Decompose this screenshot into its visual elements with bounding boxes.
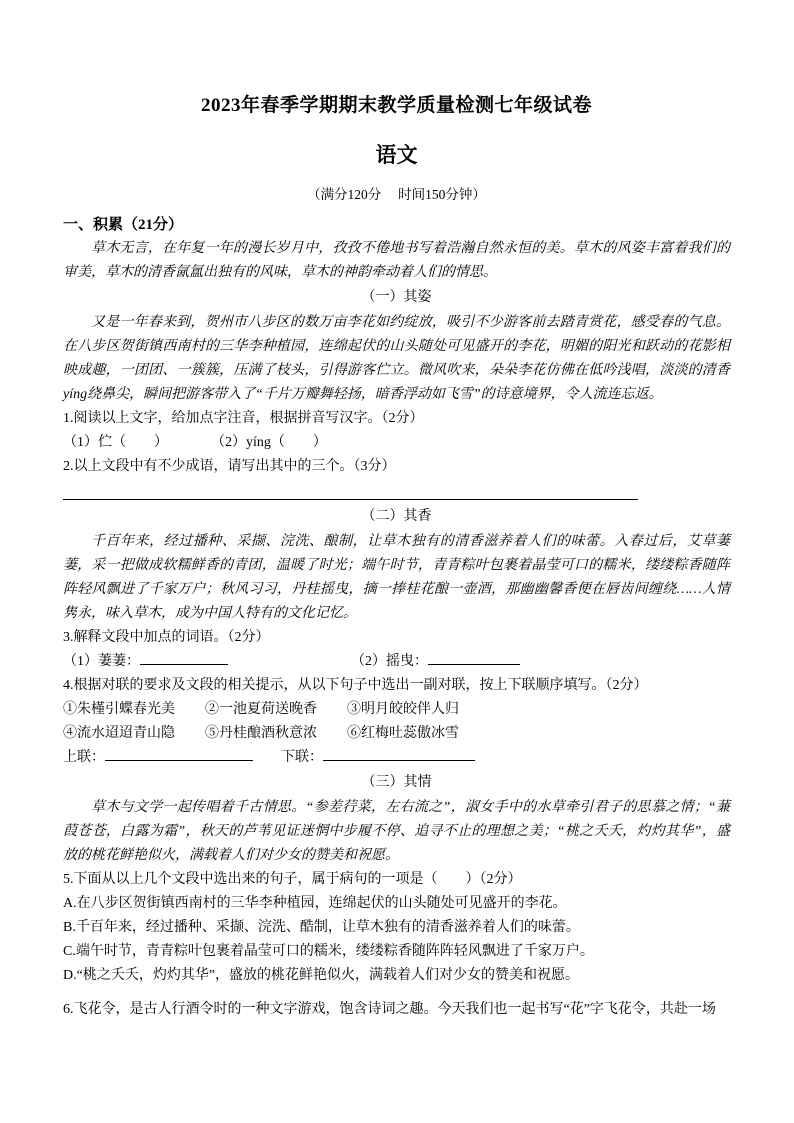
question-4-options-row-2 xyxy=(63,722,730,746)
question-5-option-b: B.千百年来，经过播种、采撷、浣洗、酷制，让草木独有的清香滋养着人们的味蕾。 xyxy=(63,920,580,935)
question-3-item-2 xyxy=(351,654,520,669)
question-5: 5.下面从以上几个文段中选出来的句子，属于病句的一项是（ ）（2分） xyxy=(63,872,522,887)
section-heading-accumulation: 一、积累（21分） xyxy=(63,217,184,233)
question-1: 1.阅读以上文字，给加点字注音，根据拼音写汉字。（2分） xyxy=(63,411,424,426)
question-3-item-1-label: （1）萋萋： xyxy=(63,654,140,669)
question-4-options-row-1 xyxy=(63,698,730,722)
question-2: 2.以上文段中有不少成语，请写出其中的三个。（3分） xyxy=(63,459,396,474)
passage-qizi: 又是一年春来到，贺州市八步区的数万亩李花如约绽放，吸引不少游客前去踏青赏花，感受春的气息。在八步区贺街镇西南村的三华李种植园，连绵起伏的山头随处可见盛开的李花，明媚的阳光和跃动的花影相映成趣，一团团、一簇簇，压满了枝头，引得游客伫立。微风吹来，朵朵李花仿佛在低吟浅唱，淡淡的清香yíng绕鼻尖，瞬间把游客带入了“千片万瓣舞轻扬，暗香浮动如飞雪”的诗意境界，令人流连忘返。 xyxy=(63,315,730,402)
question-1-item-2: （2）yíng（ ） xyxy=(211,435,327,450)
question-4: 4.根据对联的要求及文段的相关提示，从以下句子中选出一副对联，按上下联顺序填写。（2分） xyxy=(63,678,648,693)
question-5-option-c: C.端午时节，青青粽叶包裹着晶莹可口的糯米，缕缕粽香随阵阵轻风飘进了千家万户。 xyxy=(63,944,594,959)
question-1-items xyxy=(63,431,730,455)
question-3-item-1 xyxy=(63,650,351,674)
question-3-item-2-label: （2）摇曳： xyxy=(351,654,428,669)
question-6: 6.飞花令，是古人行酒令时的一种文字游戏，饱含诗词之趣。今天我们也一起书写“花”字飞花令，共赴一场 xyxy=(63,1002,716,1017)
passage-qiqing: 草木与文学一起传唱着千古情思。“参差荇菜，左右流之”，淑女手中的水草牵引君子的思慕之情；“蒹葭苍苍，白露为霜”，秋天的芦苇见证迷惘中步履不停、追寻不止的理想之美；“桃之夭夭，灼灼其华”，盛放的桃花鲜艳似火，满载着人们对少女的赞美和祝愿。 xyxy=(63,800,730,863)
question-3: 3.解释文段中加点的词语。（2分） xyxy=(63,630,270,645)
passage-qixiang: 千百年来，经过播种、采撷、浣洗、酿制，让草木独有的清香滋养着人们的味蕾。入春过后，艾草萋萋，采一把做成软糯鲜香的青团，温暖了时光；端午时节，青青粽叶包裹着晶莹可口的糯米，缕缕粽香随阵阵轻风飘进了千家万户；秋风习习，丹桂摇曳，摘一捧桂花酿一壶酒，那幽幽馨香便在唇齿间缠绕……人情隽永，味入草木，成为中国人特有的文化记忆。 xyxy=(63,534,730,621)
exam-title: 2023年春季学期期末教学质量检测七年级试卷 xyxy=(200,95,592,116)
question-3-blank-2 xyxy=(428,650,520,665)
couplet-option-5: ⑤丹桂酿酒秋意浓 xyxy=(205,726,317,741)
xialian-blank xyxy=(323,746,475,761)
question-5-option-d: D.“桃之夭夭，灼灼其华”，盛放的桃花鲜艳似火，满载着人们对少女的赞美和祝愿。 xyxy=(63,968,580,983)
subsection-heading-qixiang: （二）其香 xyxy=(361,509,432,524)
couplet-option-3: ③明月皎皎伴人归 xyxy=(347,702,459,717)
subsection-heading-qiqing: （三）其情 xyxy=(361,775,432,790)
intro-passage: 草木无言，在年复一年的漫长岁月中，孜孜不倦地书写着浩瀚自然永恒的美。草木的风姿丰富着我们的审美，草木的清香氤氲出独有的风味，草木的神韵牵动着人们的情思。 xyxy=(63,241,730,280)
question-3-items xyxy=(63,650,730,674)
shanglian-label: 上联： xyxy=(63,750,105,765)
couplet-option-1: ①朱槿引蝶春光美 xyxy=(63,702,175,717)
couplet-option-4: ④流水迢迢青山隐 xyxy=(63,726,175,741)
couplet-option-2: ②一池夏荷送晚香 xyxy=(205,702,317,717)
question-5-option-a: A.在八步区贺街镇西南村的三华李种植园，连绵起伏的山头随处可见盛开的李花。 xyxy=(63,896,567,911)
subject-title: 语文 xyxy=(375,143,418,167)
question-2-answer-line xyxy=(63,479,638,500)
xialian-label: 下联： xyxy=(281,750,323,765)
question-3-blank-1 xyxy=(140,650,228,665)
subsection-heading-qizi: （一）其姿 xyxy=(361,290,432,305)
exam-meta: （满分120分 时间150分钟） xyxy=(307,187,486,202)
shanglian-blank xyxy=(105,746,253,761)
question-1-item-1: （1）伫（ ） xyxy=(63,435,168,450)
couplet-option-6: ⑥红梅吐蕊傲冰雪 xyxy=(347,726,459,741)
question-4-couplet-answer xyxy=(63,746,730,770)
